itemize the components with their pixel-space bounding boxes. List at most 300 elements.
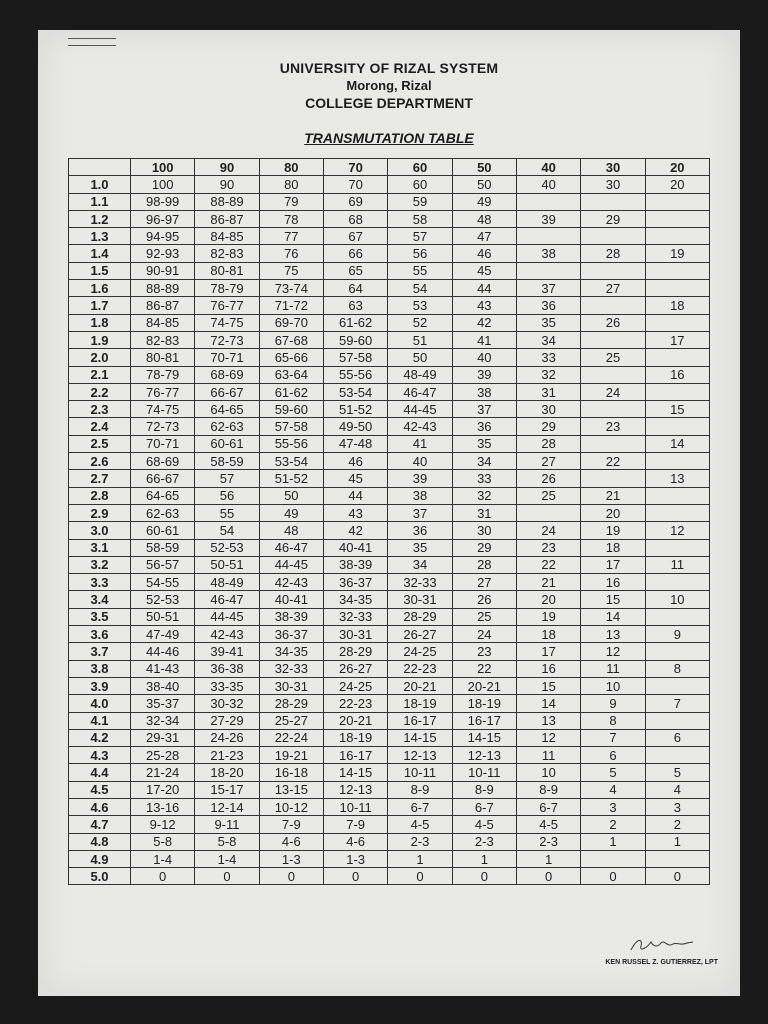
score-cell: 16-17	[388, 712, 452, 729]
score-cell: 32-33	[259, 660, 323, 677]
score-cell: 16-18	[259, 764, 323, 781]
score-cell: 12	[645, 522, 709, 539]
table-row	[69, 331, 710, 348]
score-cell: 39	[452, 366, 516, 383]
score-cell: 10	[645, 591, 709, 608]
score-cell: 61-62	[259, 383, 323, 400]
score-cell: 31	[452, 504, 516, 521]
score-cell: 0	[388, 868, 452, 885]
score-cell: 22	[581, 453, 645, 470]
score-cell: 76	[259, 245, 323, 262]
score-cell: 57	[388, 228, 452, 245]
score-cell: 15	[516, 677, 580, 694]
score-cell: 66	[323, 245, 387, 262]
score-cell: 75	[259, 262, 323, 279]
score-cell: 15	[645, 401, 709, 418]
score-cell: 86-87	[195, 210, 259, 227]
score-cell: 28-29	[259, 695, 323, 712]
score-cell: 86-87	[131, 297, 195, 314]
signature-block	[605, 934, 718, 966]
score-cell: 2-3	[516, 833, 580, 850]
score-cell: 50	[452, 176, 516, 193]
score-cell: 17	[645, 331, 709, 348]
score-cell: 4	[645, 781, 709, 798]
score-cell: 14	[645, 435, 709, 452]
score-cell	[516, 228, 580, 245]
score-cell: 4-6	[259, 833, 323, 850]
score-cell: 22	[452, 660, 516, 677]
score-cell: 80-81	[131, 349, 195, 366]
score-cell: 17-20	[131, 781, 195, 798]
score-cell	[645, 228, 709, 245]
grade-cell: 2.3	[69, 401, 131, 418]
table-row	[69, 747, 710, 764]
score-cell: 76-77	[131, 383, 195, 400]
score-cell: 12	[581, 643, 645, 660]
score-cell: 53-54	[323, 383, 387, 400]
grade-cell: 4.8	[69, 833, 131, 850]
score-cell: 7	[645, 695, 709, 712]
grade-cell: 1.2	[69, 210, 131, 227]
score-cell: 57-58	[259, 418, 323, 435]
score-cell: 41	[388, 435, 452, 452]
score-cell	[581, 331, 645, 348]
score-cell: 1	[581, 833, 645, 850]
score-cell: 1	[645, 833, 709, 850]
score-cell: 34-35	[259, 643, 323, 660]
score-cell: 96-97	[131, 210, 195, 227]
score-cell: 40	[388, 453, 452, 470]
score-cell: 26-27	[323, 660, 387, 677]
score-cell: 56	[388, 245, 452, 262]
score-cell: 10-11	[452, 764, 516, 781]
grade-cell: 4.2	[69, 729, 131, 746]
score-cell: 1	[452, 850, 516, 867]
grade-cell: 1.6	[69, 280, 131, 297]
score-cell: 21-23	[195, 747, 259, 764]
score-cell: 45	[452, 262, 516, 279]
score-cell	[581, 850, 645, 867]
score-cell: 100	[131, 176, 195, 193]
score-cell: 17	[581, 556, 645, 573]
header-cell-total: 70	[323, 159, 387, 176]
score-cell: 6-7	[516, 798, 580, 815]
score-cell: 15	[581, 591, 645, 608]
grade-cell: 2.6	[69, 453, 131, 470]
score-cell: 16-17	[323, 747, 387, 764]
score-cell: 43	[452, 297, 516, 314]
score-cell: 57	[195, 470, 259, 487]
score-cell: 44	[323, 487, 387, 504]
department-name: COLLEGE DEPARTMENT	[305, 95, 473, 111]
transmutation-table	[68, 158, 710, 885]
score-cell: 38-39	[323, 556, 387, 573]
grade-cell: 3.6	[69, 626, 131, 643]
grade-cell: 5.0	[69, 868, 131, 885]
score-cell: 82-83	[131, 331, 195, 348]
score-cell: 14-15	[323, 764, 387, 781]
table-row	[69, 868, 710, 885]
score-cell: 14-15	[452, 729, 516, 746]
score-cell	[645, 850, 709, 867]
table-row	[69, 798, 710, 815]
grade-cell: 1.5	[69, 262, 131, 279]
score-cell: 5	[581, 764, 645, 781]
score-cell: 13-15	[259, 781, 323, 798]
score-cell: 58-59	[195, 453, 259, 470]
score-cell: 1-4	[195, 850, 259, 867]
score-cell: 64	[323, 280, 387, 297]
score-cell: 19-21	[259, 747, 323, 764]
score-cell: 62-63	[131, 504, 195, 521]
table-row	[69, 193, 710, 210]
score-cell: 32-33	[388, 574, 452, 591]
score-cell: 1-4	[131, 850, 195, 867]
grade-cell: 1.4	[69, 245, 131, 262]
header-cell-total: 20	[645, 159, 709, 176]
score-cell: 60	[388, 176, 452, 193]
table-row	[69, 314, 710, 331]
score-cell: 46	[323, 453, 387, 470]
score-cell: 18-19	[388, 695, 452, 712]
score-cell: 24-26	[195, 729, 259, 746]
table-row	[69, 608, 710, 625]
score-cell: 76-77	[195, 297, 259, 314]
score-cell: 50	[259, 487, 323, 504]
score-cell: 4-6	[323, 833, 387, 850]
table-row	[69, 556, 710, 573]
score-cell: 42-43	[195, 626, 259, 643]
score-cell: 42-43	[259, 574, 323, 591]
score-cell: 46	[452, 245, 516, 262]
score-cell: 33-35	[195, 677, 259, 694]
score-cell: 48-49	[195, 574, 259, 591]
score-cell: 70-71	[195, 349, 259, 366]
grade-cell: 2.4	[69, 418, 131, 435]
score-cell: 10-11	[323, 798, 387, 815]
score-cell: 37	[388, 504, 452, 521]
score-cell: 51-52	[259, 470, 323, 487]
score-cell: 43	[323, 504, 387, 521]
score-cell	[581, 297, 645, 314]
score-cell: 73-74	[259, 280, 323, 297]
score-cell: 31	[516, 383, 580, 400]
score-cell	[645, 349, 709, 366]
score-cell: 60-61	[195, 435, 259, 452]
score-cell: 67-68	[259, 331, 323, 348]
grade-cell: 2.9	[69, 504, 131, 521]
score-cell: 56-57	[131, 556, 195, 573]
score-cell: 59-60	[323, 331, 387, 348]
pen-mark	[68, 38, 116, 46]
score-cell: 0	[259, 868, 323, 885]
score-cell: 90	[195, 176, 259, 193]
score-cell: 35	[516, 314, 580, 331]
score-cell: 22	[516, 556, 580, 573]
score-cell	[581, 228, 645, 245]
score-cell: 50-51	[131, 608, 195, 625]
score-cell: 6-7	[452, 798, 516, 815]
score-cell: 13	[645, 470, 709, 487]
header-cell-grade	[69, 159, 131, 176]
score-cell: 0	[323, 868, 387, 885]
score-cell: 27	[452, 574, 516, 591]
score-cell: 70	[323, 176, 387, 193]
score-cell: 66-67	[131, 470, 195, 487]
score-cell: 28	[452, 556, 516, 573]
grade-cell: 4.9	[69, 850, 131, 867]
score-cell: 20-21	[323, 712, 387, 729]
score-cell	[581, 262, 645, 279]
table-row	[69, 349, 710, 366]
score-cell: 38-40	[131, 677, 195, 694]
score-cell: 19	[645, 245, 709, 262]
score-cell: 52-53	[195, 539, 259, 556]
score-cell: 46-47	[259, 539, 323, 556]
score-cell: 11	[581, 660, 645, 677]
score-cell	[516, 262, 580, 279]
score-cell: 11	[516, 747, 580, 764]
score-cell: 68-69	[131, 453, 195, 470]
score-cell	[516, 504, 580, 521]
score-cell: 9-11	[195, 816, 259, 833]
score-cell	[645, 608, 709, 625]
table-row	[69, 729, 710, 746]
score-cell: 29-31	[131, 729, 195, 746]
score-cell: 49-50	[323, 418, 387, 435]
score-cell: 28-29	[388, 608, 452, 625]
score-cell	[645, 262, 709, 279]
score-cell: 60-61	[131, 522, 195, 539]
score-cell: 80	[259, 176, 323, 193]
score-cell: 2-3	[452, 833, 516, 850]
score-cell: 62-63	[195, 418, 259, 435]
score-cell: 36-38	[195, 660, 259, 677]
score-cell: 36-37	[259, 626, 323, 643]
score-cell: 44	[452, 280, 516, 297]
score-cell: 18	[516, 626, 580, 643]
score-cell: 55	[388, 262, 452, 279]
score-cell: 8	[645, 660, 709, 677]
score-cell: 1-3	[323, 850, 387, 867]
score-cell: 30	[516, 401, 580, 418]
grade-cell: 4.3	[69, 747, 131, 764]
score-cell	[581, 193, 645, 210]
score-cell: 51-52	[323, 401, 387, 418]
score-cell: 78-79	[131, 366, 195, 383]
score-cell: 72-73	[131, 418, 195, 435]
score-cell: 22-24	[259, 729, 323, 746]
score-cell: 50	[388, 349, 452, 366]
table-row	[69, 366, 710, 383]
score-cell: 23	[452, 643, 516, 660]
score-cell: 24-25	[323, 677, 387, 694]
score-cell: 5	[645, 764, 709, 781]
score-cell: 29	[452, 539, 516, 556]
score-cell: 32-34	[131, 712, 195, 729]
table-row	[69, 764, 710, 781]
score-cell: 13-16	[131, 798, 195, 815]
table-row	[69, 297, 710, 314]
score-cell: 55	[195, 504, 259, 521]
score-cell: 25-28	[131, 747, 195, 764]
score-cell: 78	[259, 210, 323, 227]
grade-cell: 3.5	[69, 608, 131, 625]
table-row	[69, 695, 710, 712]
header-cell-total: 40	[516, 159, 580, 176]
score-cell: 23	[581, 418, 645, 435]
score-cell: 59	[388, 193, 452, 210]
score-cell: 1	[388, 850, 452, 867]
grade-cell: 4.4	[69, 764, 131, 781]
score-cell: 25-27	[259, 712, 323, 729]
score-cell: 53	[388, 297, 452, 314]
score-cell: 42	[323, 522, 387, 539]
score-cell: 28-29	[323, 643, 387, 660]
score-cell: 34	[388, 556, 452, 573]
score-cell: 41-43	[131, 660, 195, 677]
score-cell: 4	[581, 781, 645, 798]
score-cell: 37	[452, 401, 516, 418]
score-cell: 6-7	[388, 798, 452, 815]
score-cell: 13	[516, 712, 580, 729]
score-cell: 0	[195, 868, 259, 885]
score-cell: 30	[452, 522, 516, 539]
score-cell: 25	[581, 349, 645, 366]
table-row	[69, 660, 710, 677]
score-cell: 8-9	[388, 781, 452, 798]
score-cell: 35	[388, 539, 452, 556]
score-cell: 20-21	[388, 677, 452, 694]
score-cell: 48-49	[388, 366, 452, 383]
grade-cell: 2.8	[69, 487, 131, 504]
score-cell: 0	[581, 868, 645, 885]
score-cell: 78-79	[195, 280, 259, 297]
score-cell: 38	[452, 383, 516, 400]
table-row	[69, 228, 710, 245]
score-cell: 44-45	[259, 556, 323, 573]
score-cell: 17	[516, 643, 580, 660]
score-cell: 49	[259, 504, 323, 521]
score-cell: 66-67	[195, 383, 259, 400]
score-cell: 71-72	[259, 297, 323, 314]
score-cell: 11	[645, 556, 709, 573]
table-row	[69, 591, 710, 608]
table-row	[69, 781, 710, 798]
score-cell: 49	[452, 193, 516, 210]
grade-cell: 4.6	[69, 798, 131, 815]
score-cell: 7-9	[323, 816, 387, 833]
table-row	[69, 470, 710, 487]
grade-cell: 1.0	[69, 176, 131, 193]
handwritten-signature	[605, 934, 718, 959]
score-cell: 9	[581, 695, 645, 712]
score-cell: 7	[581, 729, 645, 746]
score-cell: 61-62	[323, 314, 387, 331]
header-cell-total: 30	[581, 159, 645, 176]
page-title: TRANSMUTATION TABLE	[304, 130, 474, 146]
score-cell: 29	[581, 210, 645, 227]
score-cell: 9-12	[131, 816, 195, 833]
score-cell: 34-35	[323, 591, 387, 608]
score-cell: 56	[195, 487, 259, 504]
score-cell: 55-56	[259, 435, 323, 452]
grade-cell: 4.1	[69, 712, 131, 729]
grade-cell: 3.7	[69, 643, 131, 660]
score-cell	[645, 453, 709, 470]
document-header	[38, 60, 740, 111]
grade-cell: 3.3	[69, 574, 131, 591]
score-cell: 24	[452, 626, 516, 643]
score-cell: 22-23	[323, 695, 387, 712]
score-cell: 50-51	[195, 556, 259, 573]
score-cell: 40-41	[259, 591, 323, 608]
table-row	[69, 401, 710, 418]
score-cell: 12	[516, 729, 580, 746]
score-cell	[645, 418, 709, 435]
score-cell: 98-99	[131, 193, 195, 210]
score-cell: 0	[645, 868, 709, 885]
score-cell: 47-49	[131, 626, 195, 643]
header-cell-total: 80	[259, 159, 323, 176]
score-cell: 14-15	[388, 729, 452, 746]
score-cell: 3	[645, 798, 709, 815]
score-cell: 69	[323, 193, 387, 210]
score-cell: 18-20	[195, 764, 259, 781]
score-cell: 27	[581, 280, 645, 297]
score-cell: 72-73	[195, 331, 259, 348]
score-cell: 38	[516, 245, 580, 262]
table-row	[69, 280, 710, 297]
score-cell: 84-85	[131, 314, 195, 331]
score-cell: 54	[195, 522, 259, 539]
score-cell: 25	[516, 487, 580, 504]
grade-cell: 2.0	[69, 349, 131, 366]
score-cell: 65	[323, 262, 387, 279]
score-cell: 10-12	[259, 798, 323, 815]
table-row	[69, 210, 710, 227]
score-cell	[645, 504, 709, 521]
score-cell: 32-33	[323, 608, 387, 625]
score-cell: 45	[323, 470, 387, 487]
header-cell-total: 50	[452, 159, 516, 176]
score-cell	[645, 574, 709, 591]
score-cell: 0	[452, 868, 516, 885]
score-cell	[581, 366, 645, 383]
score-cell: 64-65	[131, 487, 195, 504]
signature-scribble	[627, 934, 697, 956]
score-cell	[645, 280, 709, 297]
grade-cell: 3.9	[69, 677, 131, 694]
table-row	[69, 850, 710, 867]
score-cell: 40-41	[323, 539, 387, 556]
score-cell: 36-37	[323, 574, 387, 591]
score-cell: 36	[516, 297, 580, 314]
score-cell: 3	[581, 798, 645, 815]
grade-cell: 1.1	[69, 193, 131, 210]
score-cell: 20	[645, 176, 709, 193]
table-row	[69, 487, 710, 504]
score-cell: 63-64	[259, 366, 323, 383]
score-cell: 24	[516, 522, 580, 539]
score-cell: 24-25	[388, 643, 452, 660]
grade-cell: 1.7	[69, 297, 131, 314]
score-cell: 12-13	[452, 747, 516, 764]
score-cell: 41	[452, 331, 516, 348]
score-cell: 48	[452, 210, 516, 227]
score-cell: 39	[388, 470, 452, 487]
score-cell: 13	[581, 626, 645, 643]
